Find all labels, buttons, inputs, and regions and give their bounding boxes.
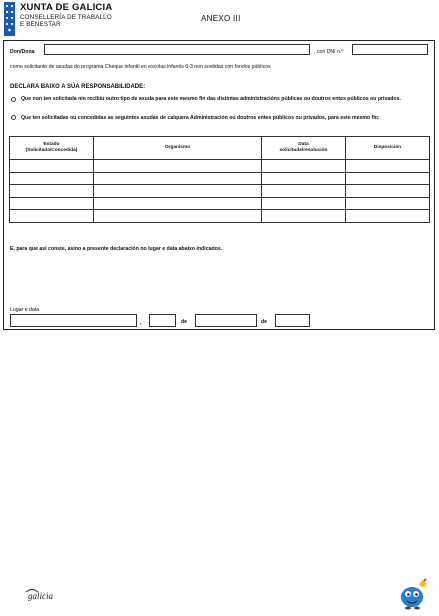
comma-separator: , [140, 320, 142, 326]
option1-radio[interactable] [11, 97, 16, 102]
col-data: Data solicitude/resolución [262, 137, 346, 160]
mascot-icon [396, 577, 430, 611]
option2-text: Que ten solicitadas ou concedidas as seguintes axudas de calquera Administración ou doutros entes públicos ou privados, para este mesmo fin: [21, 115, 380, 121]
table-row [10, 197, 430, 210]
col-estado: Estado (Solicitada/Concedida) [10, 137, 94, 160]
col-disposicion: Disposición [346, 137, 430, 160]
de-label-2: de [261, 319, 268, 325]
dni-field[interactable] [352, 44, 428, 55]
closing-text: E, para que así conste, asino a presente declaración no lugar e data abaixo indicados. [10, 246, 223, 252]
name-field[interactable] [44, 44, 310, 55]
option1-text: Que non ten solicitada nin recibiu outro tipo de axuda para este mesmo fin das distintas administracións públicas ou doutros entes públicos ou privados. [21, 96, 401, 102]
place-date-label: Lugar e data [10, 307, 40, 313]
day-field[interactable] [149, 314, 176, 327]
table-row [10, 210, 430, 223]
svg-text:galicia: galicia [28, 591, 53, 601]
brand-title: XUNTA DE GALICIA [20, 2, 113, 13]
annex-title: ANEXO III [201, 14, 241, 23]
option2-radio[interactable] [11, 115, 16, 120]
don-dona-label: Don/Dona [10, 49, 35, 55]
place-field[interactable] [10, 314, 137, 327]
table-row [10, 185, 430, 198]
galicia-footer-logo [24, 586, 84, 604]
table-row [10, 160, 430, 173]
year-field[interactable] [275, 314, 310, 327]
declares-heading: DECLARA BAIXO A SÚA RESPONSABILIDADE: [10, 84, 146, 90]
col-organismo: Organismo [94, 137, 262, 160]
aid-table [9, 136, 430, 223]
applicant-text: como solicitante de axudas do programa Cheque infantil en escolas infantís 0-3 non sostidas con fondos públicos [10, 64, 271, 70]
xunta-logo [4, 2, 144, 38]
month-field[interactable] [195, 314, 257, 327]
dni-label: , con DNI n.º [314, 49, 344, 55]
galicia-shield-icon [4, 2, 15, 38]
brand-subtitle-line1: CONSELLERÍA DE TRABALLO [20, 14, 112, 21]
brand-subtitle-line2: E BENESTAR [20, 21, 61, 28]
table-header-row [10, 137, 430, 160]
de-label-1: de [181, 319, 188, 325]
table-row [10, 172, 430, 185]
